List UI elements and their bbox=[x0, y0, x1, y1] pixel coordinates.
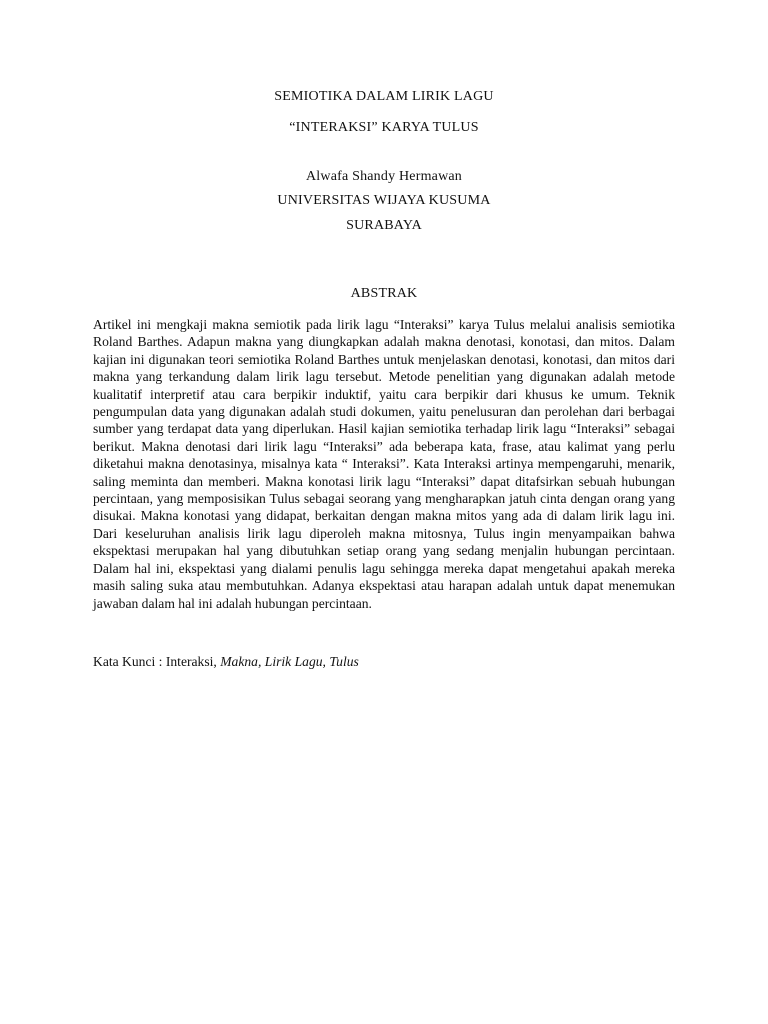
title-line-1: SEMIOTIKA DALAM LIRIK LAGU bbox=[274, 89, 494, 104]
city-name: SURABAYA bbox=[346, 218, 422, 233]
university-name: UNIVERSITAS WIJAYA KUSUMA bbox=[277, 193, 491, 208]
abstract-heading: ABSTRAK bbox=[350, 286, 418, 301]
abstract-body: Artikel ini mengkaji makna semiotik pada lirik lagu “Interaksi” karya Tulus melalui analisis semiotika Roland Barthes. Adapun makna yang diungkapkan adalah makna denotasi, konotasi, dan mitos. Dalam kajian ini digunakan teori semiotika Roland Barthes untuk menjelaskan denotasi, konotasi, dan mitos dari makna yang terkandung dalam lirik lagu tersebut. Metode penelitian yang digunakan adalah metode kualitatif interpretif atau cara berpikir induktif, yaitu cara berpikir dari khusus ke umum. Teknik pengumpulan data yang digunakan adalah studi dokumen, yaitu penelusuran dan perolehan dari berbagai sumber yang terdapat data yang diperlukan. Hasil kajian semiotika terhadap lirik lagu “Interaksi” sebagai berikut. Makna denotasi dari lirik lagu “Interaksi” ada beberapa kata, frase, atau kalimat yang perlu diketahui makna denotasinya, misalnya kata “ Interaksi”. Kata Interaksi artinya mempengaruhi, menarik, saling meminta dan memberi. Makna konotasi lirik lagu “Interaksi” dapat ditafsirkan sebuah hubungan percintaan, yang memposisikan Tulus sebagai seorang yang mengharapkan jatuh cinta dengan orang yang disukai. Makna konotasi yang didapat, berkaitan dengan makna mitos yang ada di dalam lirik lagu ini. Dari keseluruhan analisis lirik lagu diperoleh makna mitosnya, Tulus ingin menyampaikan bahwa ekspektasi merupakan hal yang dibutuhkan setiap orang yang sedang menjalin hubungan percintaan. Dalam hal ini, ekspektasi yang dialami penulis lagu sehingga mereka dapat mengetahui apakah mereka masih saling suka atau membutuhkan. Adanya ekspektasi atau harapan adalah untuk dapat menemukan jawaban dalam hal ini adalah hubungan percintaan. bbox=[93, 317, 675, 611]
keywords-line bbox=[93, 654, 359, 670]
keywords-list: Makna, Lirik Lagu, Tulus bbox=[220, 654, 359, 669]
author-name: Alwafa Shandy Hermawan bbox=[305, 169, 462, 184]
title-line-2: “INTERAKSI” KARYA TULUS bbox=[289, 120, 479, 135]
keywords-label: Kata Kunci : Interaksi, bbox=[93, 654, 221, 669]
